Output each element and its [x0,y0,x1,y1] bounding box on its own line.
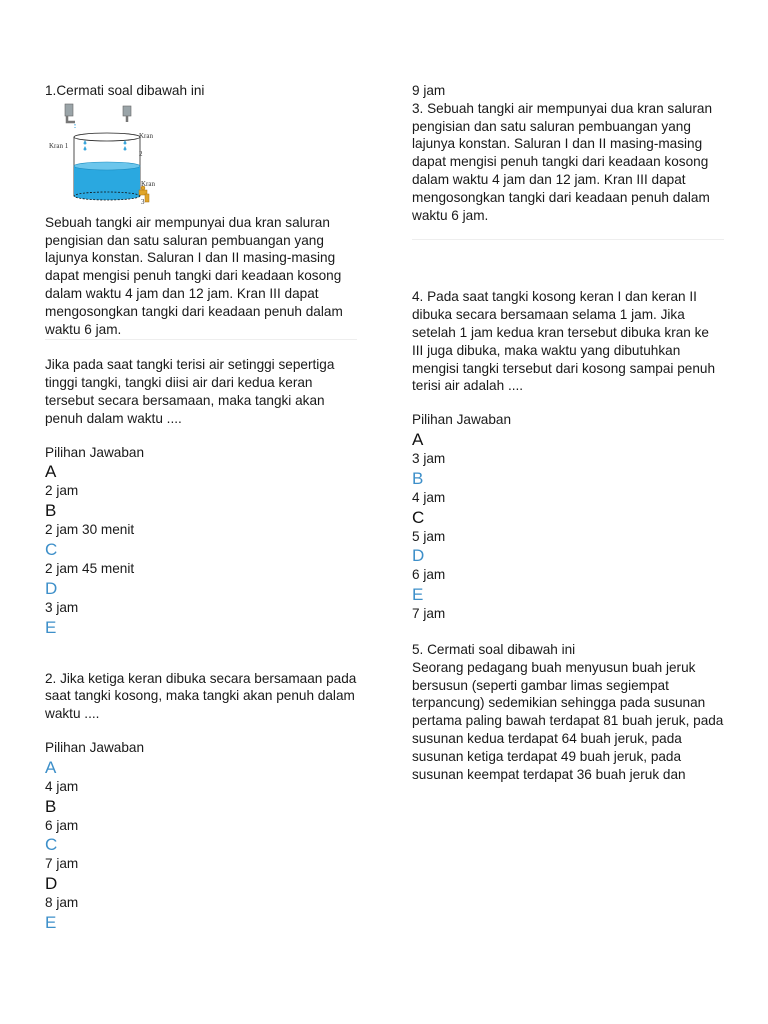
q1-option-b-letter[interactable]: B [45,501,57,521]
q1-body-text: Sebuah tangki air mempunyai dua kran saluran pengisian dan satu saluran pembuangan yang lajunya konstan. Saluran I dan II masing-masing dapat mengisi penuh tangki dari keadaan kosong dalam waktu 4 jam dan 12 jam. Kran III dapat mengosongkan tangki dari keadaan penuh dalam waktu 6 jam. [45,214,343,337]
q4-option-c-text: 5 jam [412,528,446,544]
q4-option-a-letter[interactable]: A [412,429,424,449]
q5-heading: 5. Cermati soal dibawah ini [412,641,576,657]
q4-option-b-text: 4 jam [412,489,446,505]
q1-option-a-letter[interactable]: A [45,462,57,482]
q2-option-c-letter[interactable]: C [45,835,58,855]
q1-choices-label: Pilihan Jawaban [45,444,144,460]
q3-text: 3. Sebuah tangki air mempunyai dua kran saluran pengisian dan satu saluran pembuangan yang lajunya konstan. Saluran I dan II masing-masing dapat mengisi penuh tangki dari keadaan kosong dalam waktu 4 jam dan 12 jam. Kran III dapat mengosongkan tangki dari keadaan penuh dalam waktu 6 jam. [412,100,712,223]
q4-option-e-letter[interactable]: E [412,585,424,605]
q2-option-b-text: 6 jam [45,817,79,833]
q4-option-b-letter[interactable]: B [412,468,424,488]
left-column [45,82,357,933]
q4-option-e-text: 7 jam [412,606,446,622]
q1-option-e-letter[interactable]: E [45,617,57,637]
right-column [412,82,724,783]
q2-option-a-text: 4 jam [45,778,79,794]
q2-option-a-letter[interactable]: A [45,757,57,777]
divider [45,339,357,340]
q2-question: 2. Jika ketiga keran dibuka secara bersamaan pada saat tangki kosong, maka tangki akan penuh dalam waktu .... [45,670,357,722]
q2-option-e-letter[interactable]: E [45,912,57,932]
q4-choices-label: Pilihan Jawaban [412,412,511,428]
kran-1-label: Kran 1 [49,141,69,150]
q1-option-d-letter[interactable]: D [45,578,58,598]
q2-option-e-text: 9 jam [412,83,446,98]
tank-illustration [45,102,157,210]
q1-option-a-text: 2 jam [45,483,79,499]
water-tank [74,133,140,200]
kran-3-label: Kran 3 [141,179,155,206]
q4-option-d-letter[interactable]: D [412,546,425,566]
q4-option-d-text: 6 jam [412,567,446,583]
q4-option-a-text: 3 jam [412,450,446,466]
q1-option-d-text: 3 jam [45,599,79,615]
q1-option-b-text: 2 jam 30 menit [45,522,135,538]
q2-option-b-letter[interactable]: B [45,796,57,816]
faucet-2-icon [123,106,131,122]
q2-choices-label: Pilihan Jawaban [45,739,144,755]
q5-text: Seorang pedagang buah menyusun buah jeruk bersusun (seperti gambar limas segiempat terpancung) sedemikian sehingga pada susunan pertama paling bawah terdapat 81 buah jeruk, pada susunan kedua terdapat 64 buah jeruk, pada susunan ketiga terdapat 49 buah jeruk, pada susunan keempat terdapat 36 buah jeruk dan [412,659,724,782]
divider [412,239,724,240]
q1-heading: 1.Cermati soal dibawah ini [45,83,205,98]
q1-option-c-text: 2 jam 45 menit [45,560,135,576]
q2-option-d-text: 8 jam [45,895,79,911]
q1-question: Jika pada saat tangki terisi air setinggi sepertiga tinggi tangki, tangki diisi air dari kedua keran tersebut secara bersamaan, maka tangki akan penuh dalam waktu .... [45,357,335,426]
q1-option-c-letter[interactable]: C [45,539,58,559]
q2-option-c-text: 7 jam [45,856,79,872]
q4-option-c-letter[interactable]: C [412,507,425,527]
faucet-1-icon [65,104,75,128]
q2-option-d-letter[interactable]: D [45,874,58,894]
kran-2-label: Kran 2 [139,131,153,158]
q4-question: 4. Pada saat tangki kosong keran I dan keran II dibuka secara bersamaan selama 1 jam. Jika setelah 1 jam kedua kran tersebut dibuka kran ke III juga dibuka, maka waktu yang dibutuhkan mengisi tangki tersebut dari kosong sampai penuh terisi air adalah .... [412,289,716,394]
